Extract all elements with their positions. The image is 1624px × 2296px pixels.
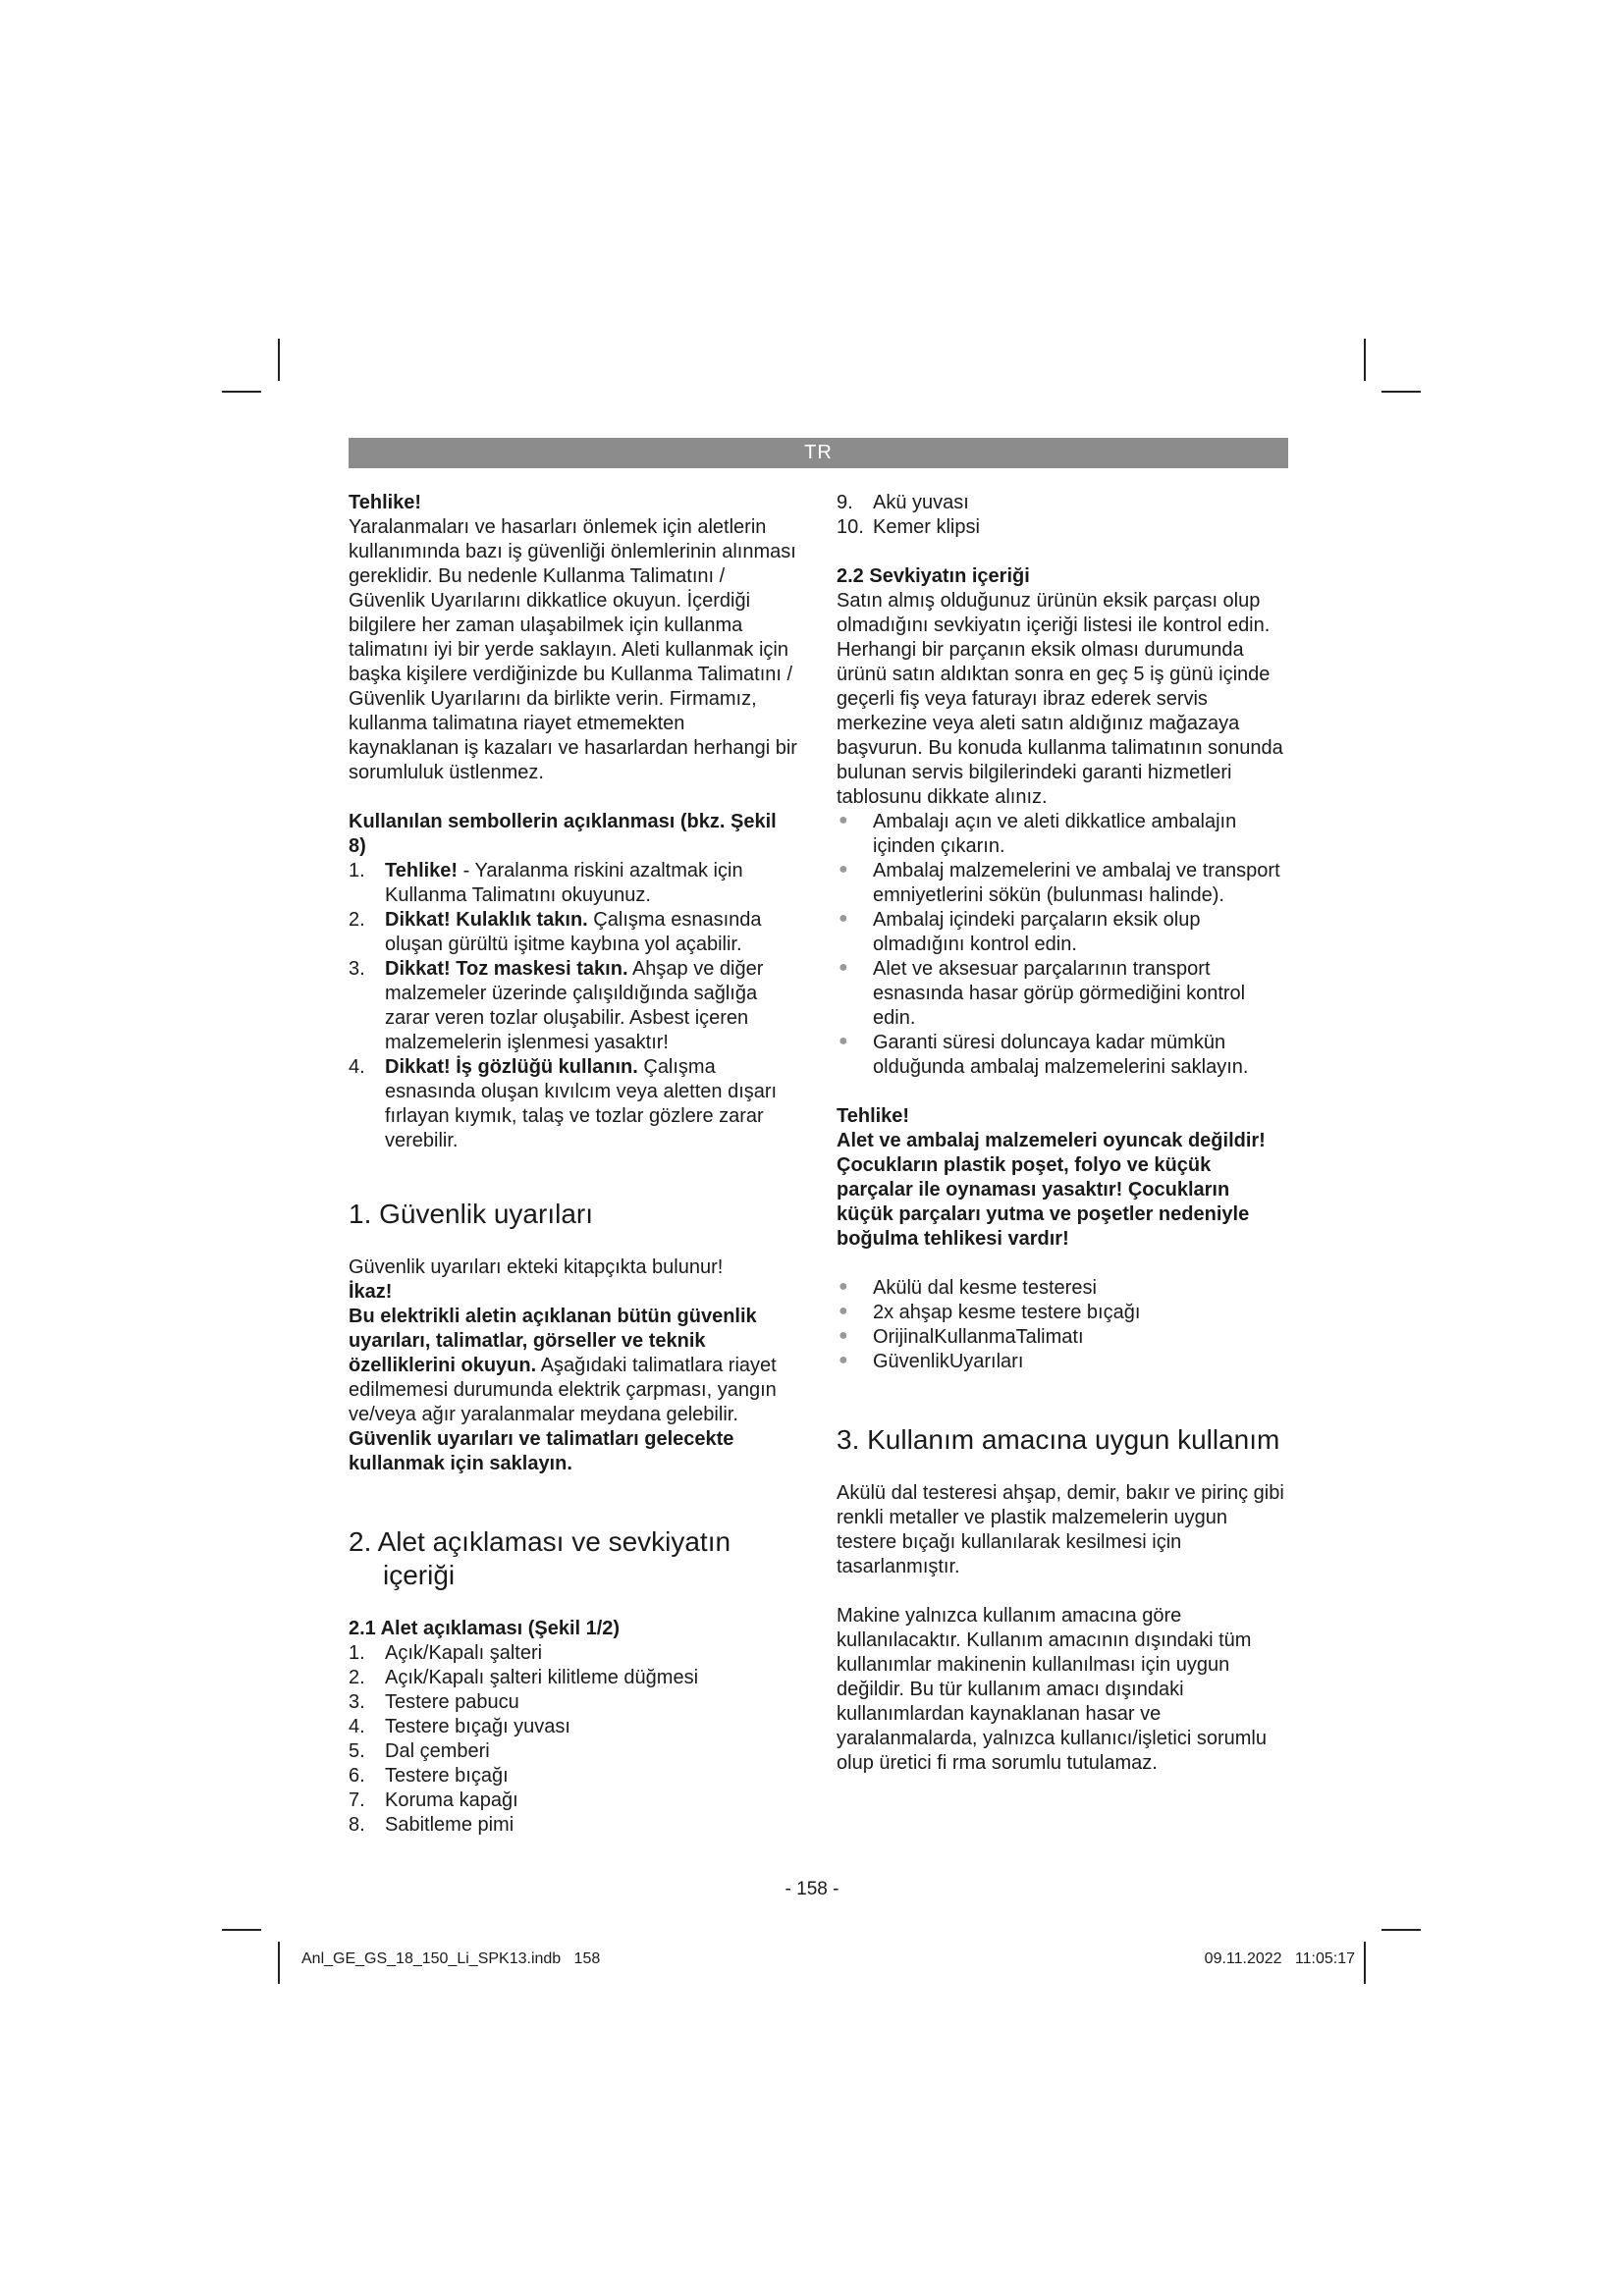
section3-paragraph-2: Makine yalnızca kullanım amacına göre kullanılacaktır. Kullanım amacının dışındaki tüm kullanımlar makinenin kullanılması için uygun değildir. Bu tür kullanım amacı dışındaki kullanımlardan kaynaklanan hasar ve yaralanmalarda, yalnızca kullanıcı/işletici sorumlu olup üretici fi rma sorumlu tutulamaz. (837, 1605, 1267, 1774)
list-item (349, 1813, 798, 1838)
item-number: 10. (837, 516, 864, 538)
bullet-icon: ● (839, 1327, 848, 1344)
part-name: Testere bıçağı yuvası (385, 1716, 570, 1737)
list-item (837, 957, 1288, 1031)
list-item (837, 1276, 1288, 1301)
section3-paragraph-1: Akülü dal testeresi ahşap, demir, bakır ve pirinç gibi renkli metaller ve plastik malzemelerin uygun testere bıçağı kullanılarak kesilmesi için tasarlanmıştır. (837, 1482, 1284, 1577)
part-name: Açık/Kapalı şalteri (385, 1642, 543, 1664)
footer-filename: Anl_GE_GS_18_150_Li_SPK13.indb 158 (301, 1950, 601, 1967)
list-item (349, 1055, 798, 1153)
list-item (837, 1301, 1288, 1325)
section1-heading: 1. Güvenlik uyarıları (349, 1199, 593, 1229)
crop-mark (1381, 391, 1421, 393)
item-number: 4. (349, 1716, 365, 1737)
step-text: Garanti süresi doluncaya kadar mümkün olduğunda ambalaj malzemelerini saklayın. (873, 1032, 1249, 1078)
item-number: 3. (349, 958, 365, 980)
part-name: Akü yuvası (873, 492, 969, 513)
symbol-text: - Yaralanma riskini azaltmak için Kullanma Talimatını okuyunuz. (385, 860, 743, 906)
item-number: 8. (349, 1814, 365, 1836)
danger2-title: Tehlike! (837, 1105, 910, 1127)
list-item (349, 1739, 798, 1764)
symbol-text: Çalışma esnasında oluşan kıvılcım veya aletten dışarı fırlayan kıymık, talaş ve tozlar gözlere zarar verebilir. (385, 1056, 778, 1151)
list-item (349, 908, 798, 957)
warning-label: İkaz! (349, 1281, 393, 1303)
list-item (837, 1031, 1288, 1080)
part-name: Testere bıçağı (385, 1765, 509, 1787)
crop-mark (222, 391, 261, 393)
list-item (837, 908, 1288, 957)
section1-intro: Güvenlik uyarıları ekteki kitapçıkta bulunur! (349, 1256, 724, 1278)
list-item (349, 1789, 798, 1813)
list-item (349, 1666, 798, 1690)
part-name: Kemer klipsi (873, 516, 980, 538)
danger2-text: Alet ve ambalaj malzemeleri oyuncak değildir! Çocukların plastik poşet, folyo ve küçük parçalar ile oynaması yasaktır! Çocukların küçük parçaları yutma ve poşetler nedeniyle boğulma tehlikesi vardır! (837, 1130, 1266, 1250)
crop-mark (222, 1929, 261, 1931)
page-number: - 158 - (785, 1879, 839, 1899)
list-item (349, 1641, 798, 1666)
symbol-label: Dikkat! Toz maskesi takın. (385, 958, 628, 980)
section3-heading: 3. Kullanım amacına uygun kullanım (837, 1424, 1280, 1455)
symbol-text: Çalışma esnasında oluşan gürültü işitme kaybına yol açabilir. (385, 909, 762, 955)
crop-mark (278, 339, 280, 381)
right-column (837, 491, 1288, 1776)
step-text: Alet ve aksesuar parçalarının transport esnasında hasar görüp görmediğini kontrol edin. (873, 958, 1246, 1029)
left-column (349, 491, 798, 1838)
symbols-title: Kullanılan sembollerin açıklanması (bkz. Şekil 8) (349, 811, 777, 857)
bullet-icon: ● (839, 1352, 848, 1368)
unpack-steps (837, 810, 1288, 1080)
list-item (349, 859, 798, 908)
item-number: 3. (349, 1691, 365, 1713)
sub22-text: Satın almış olduğunuz ürünün eksik parçası olup olmadığını sevkiyatın içeriği listesi ile kontrol edin. Herhangi bir parçanın eksik olması durumunda ürünü satın aldıktan sonra en geç 5 iş günü içinde geçerli fiş veya faturayı ibraz ederek servis merkezine veya aleti satın aldığınız mağazaya başvurun. Bu konuda kullanma talimatının sonunda bulunan servis bilgilerindeki garanti hizmetleri tablosunu dikkate alınız. (837, 590, 1283, 808)
item-number: 5. (349, 1740, 365, 1762)
bullet-icon: ● (839, 910, 848, 927)
item-number: 1. (349, 860, 365, 881)
list-item (837, 491, 1288, 515)
part-name: Açık/Kapalı şalteri kilitleme düğmesi (385, 1667, 699, 1688)
item-number: 4. (349, 1056, 365, 1078)
item-text: 2x ahşap kesme testere bıçağı (873, 1302, 1141, 1323)
item-number: 2. (349, 1667, 365, 1688)
list-item (837, 859, 1288, 908)
symbol-label: Dikkat! Kulaklık takın. (385, 909, 588, 931)
danger-text: Yaralanmaları ve hasarları önlemek için aletlerin kullanımında bazı iş güvenliği önlemlerinin alınması gereklidir. Bu nedenle Kullanma Talimatını / Güvenlik Uyarılarını dikkatlice okuyun. İçerdiği bilgilere her zaman ulaşabilmek için kullanma talimatını iyi bir yerde saklayın. Aleti kullanmak için başka kişilere verdiğinizde bu Kullanma Talimatını / Güvenlik Uyarılarını da birlikte verin. Firmamız, kullanma talimatına riayet etmemekten kaynaklanan iş kazaları ve hasarlardan herhangi bir sorumluluk üstlenmez. (349, 516, 797, 783)
part-name: Dal çemberi (385, 1740, 490, 1762)
sub21-heading: 2.1 Alet açıklaması (Şekil 1/2) (349, 1618, 621, 1639)
symbol-label: Tehlike! (385, 860, 459, 881)
sub22-heading: 2.2 Sevkiyatın içeriği (837, 565, 1030, 587)
part-name: Koruma kapağı (385, 1789, 518, 1811)
symbol-label: Dikkat! İş gözlüğü kullanın. (385, 1056, 638, 1078)
list-item (349, 1690, 798, 1715)
bullet-icon: ● (839, 1033, 848, 1049)
list-item (349, 1715, 798, 1739)
item-text: Akülü dal kesme testeresi (873, 1277, 1097, 1299)
crop-mark (1381, 1929, 1421, 1931)
symbol-text: Ahşap ve diğer malzemeler üzerinde çalışıldığında sağlığa zarar veren tozlar oluşabilir. Asbest içeren malzemelerin işlenmesi yasaktır! (385, 958, 764, 1053)
list-item (837, 515, 1288, 540)
list-item (837, 1350, 1288, 1374)
step-text: Ambalaj malzemelerini ve ambalaj ve transport emniyetlerini sökün (bulunması halinde). (873, 860, 1280, 906)
crop-mark (1364, 339, 1366, 381)
item-number: 1. (349, 1642, 365, 1664)
crop-mark (1364, 1942, 1366, 1984)
bullet-icon: ● (839, 861, 848, 878)
step-text: Ambalaj içindeki parçaların eksik olup olmadığını kontrol edin. (873, 909, 1201, 955)
bullet-icon: ● (839, 1303, 848, 1319)
crop-mark (278, 1942, 280, 1984)
symbols-list (349, 859, 798, 1153)
warning-keep: Güvenlik uyarıları ve talimatları gelecekte kullanmak için saklayın. (349, 1428, 734, 1474)
footer-datetime: 09.11.2022 11:05:17 (1204, 1950, 1355, 1967)
parts-list-continued (837, 491, 1288, 540)
item-number: 6. (349, 1765, 365, 1787)
item-text: GüvenlikUyarıları (873, 1351, 1024, 1372)
bullet-icon: ● (839, 959, 848, 976)
delivery-items (837, 1276, 1288, 1374)
part-name: Sabitleme pimi (385, 1814, 514, 1836)
language-header: TR (349, 438, 1288, 468)
warning-paragraph (349, 1305, 798, 1427)
part-name: Testere pabucu (385, 1691, 519, 1713)
list-item (349, 1764, 798, 1789)
item-text: OrijinalKullanmaTalimatı (873, 1326, 1084, 1348)
warning-bold: Bu elektrikli aletin açıklanan bütün güvenlik uyarıları, talimatlar, görseller ve teknik özelliklerini okuyun. (349, 1306, 757, 1376)
bullet-icon: ● (839, 1278, 848, 1295)
bullet-icon: ● (839, 812, 848, 828)
step-text: Ambalajı açın ve aleti dikkatlice ambalajın içinden çıkarın. (873, 811, 1237, 857)
warning-text: Aşağıdaki talimatlara riayet edilmemesi durumunda elektrik çarpması, yangın ve/veya ağır yaralanmalar meydana gelebilir. (349, 1355, 777, 1425)
list-item (837, 810, 1288, 859)
danger-title: Tehlike! (349, 492, 422, 513)
item-number: 9. (837, 492, 853, 513)
item-number: 2. (349, 909, 365, 931)
section2-heading: 2. Alet açıklaması ve sevkiyatın içeriği (349, 1526, 731, 1590)
list-item (349, 957, 798, 1055)
list-item (837, 1325, 1288, 1350)
parts-list (349, 1641, 798, 1838)
item-number: 7. (349, 1789, 365, 1811)
